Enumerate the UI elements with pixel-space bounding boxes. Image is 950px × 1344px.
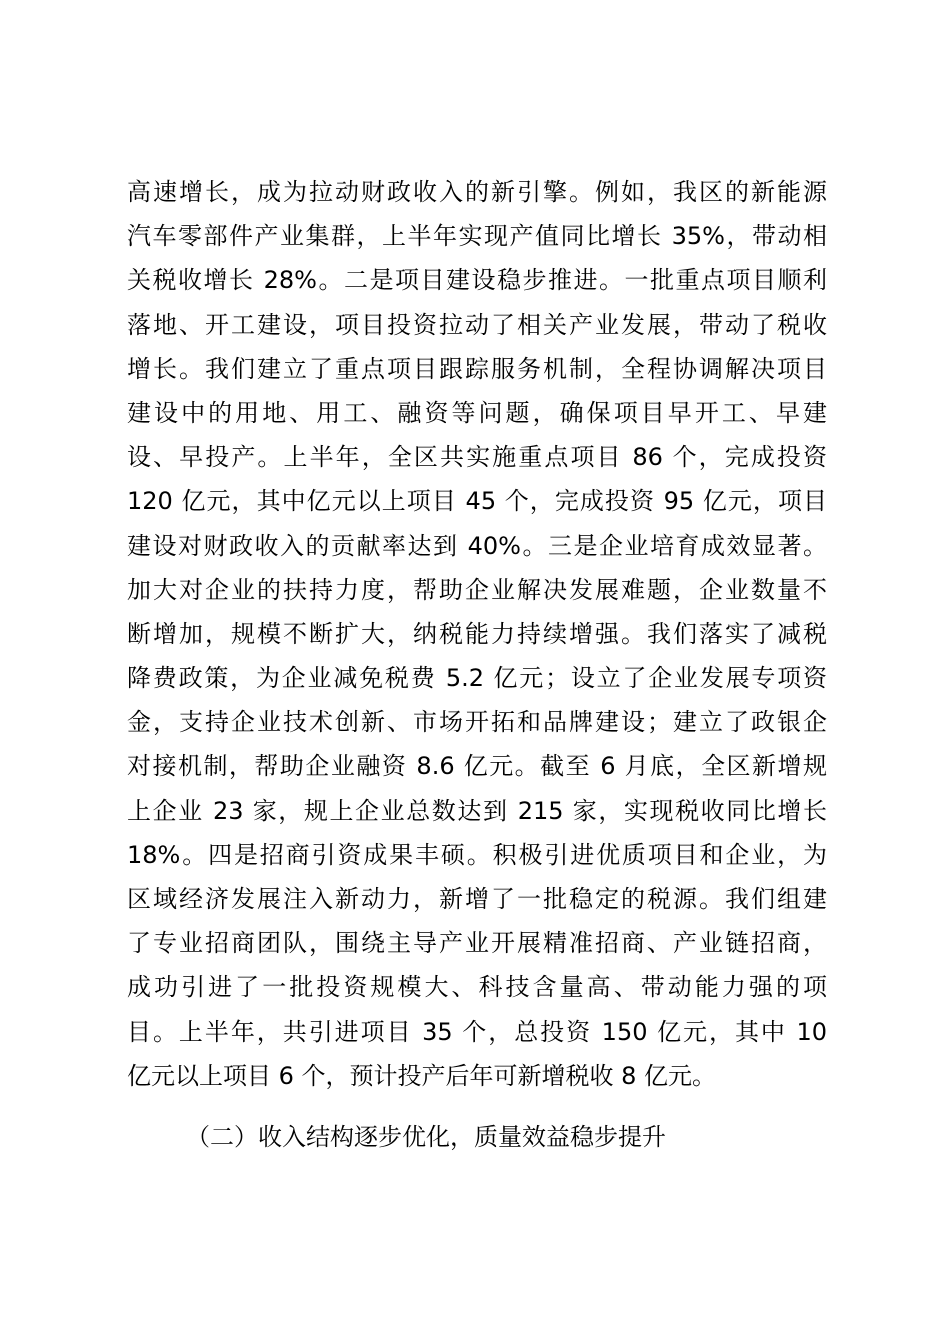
paragraph-line: 加大对企业的扶持力度，帮助企业解决发展难题，企业数量不 bbox=[127, 575, 827, 604]
paragraph-line: 120 亿元，其中亿元以上项目 45 个，完成投资 95 亿元，项目 bbox=[127, 487, 827, 516]
body-paragraph bbox=[127, 170, 827, 1098]
section-heading: （二）收入结构逐步优化，质量效益稳步提升 bbox=[186, 1123, 666, 1151]
paragraph-line: 高速增长，成为拉动财政收入的新引擎。例如，我区的新能源 bbox=[127, 178, 827, 206]
paragraph-line: 金，支持企业技术创新、市场开拓和品牌建设；建立了政银企 bbox=[127, 708, 827, 737]
paragraph-line: 落地、开工建设，项目投资拉动了相关产业发展，带动了税收 bbox=[127, 310, 827, 339]
paragraph-line: 区域经济发展注入新动力，新增了一批稳定的税源。我们组建 bbox=[127, 885, 827, 913]
paragraph-line: 关税收增长 28%。二是项目建设稳步推进。一批重点项目顺利 bbox=[127, 266, 827, 295]
paragraph-line: 对接机制，帮助企业融资 8.6 亿元。截至 6 月底，全区新增规 bbox=[127, 752, 827, 781]
paragraph-line: 目。上半年，共引进项目 35 个，总投资 150 亿元，其中 10 bbox=[127, 1017, 827, 1046]
paragraph-line: 建设中的用地、用工、融资等问题，确保项目早开工、早建 bbox=[127, 398, 827, 427]
paragraph-line: 汽车零部件产业集群，上半年实现产值同比增长 35%，带动相 bbox=[127, 222, 827, 251]
paragraph-last-line: 亿元以上项目 6 个，预计投产后年可新增税收 8 亿元。 bbox=[127, 1061, 717, 1090]
paragraph-line: 设、早投产。上半年，全区共实施重点项目 86 个，完成投资 bbox=[127, 443, 827, 472]
paragraph-line: 增长。我们建立了重点项目跟踪服务机制，全程协调解决项目 bbox=[127, 354, 827, 383]
paragraph-line: 降费政策，为企业减免税费 5.2 亿元；设立了企业发展专项资 bbox=[127, 664, 827, 693]
paragraph-line: 成功引进了一批投资规模大、科技含量高、带动能力强的项 bbox=[127, 973, 827, 1002]
paragraph-line: 建设对财政收入的贡献率达到 40%。三是企业培育成效显著。 bbox=[127, 531, 827, 560]
paragraph-line: 上企业 23 家，规上企业总数达到 215 家，实现税收同比增长 bbox=[127, 796, 827, 825]
paragraph-line: 断增加，规模不断扩大，纳税能力持续增强。我们落实了减税 bbox=[127, 619, 827, 648]
paragraph-line: 18%。四是招商引资成果丰硕。积极引进优质项目和企业，为 bbox=[127, 840, 827, 869]
paragraph-line: 了专业招商团队，围绕主导产业开展精准招商、产业链招商， bbox=[127, 929, 827, 958]
